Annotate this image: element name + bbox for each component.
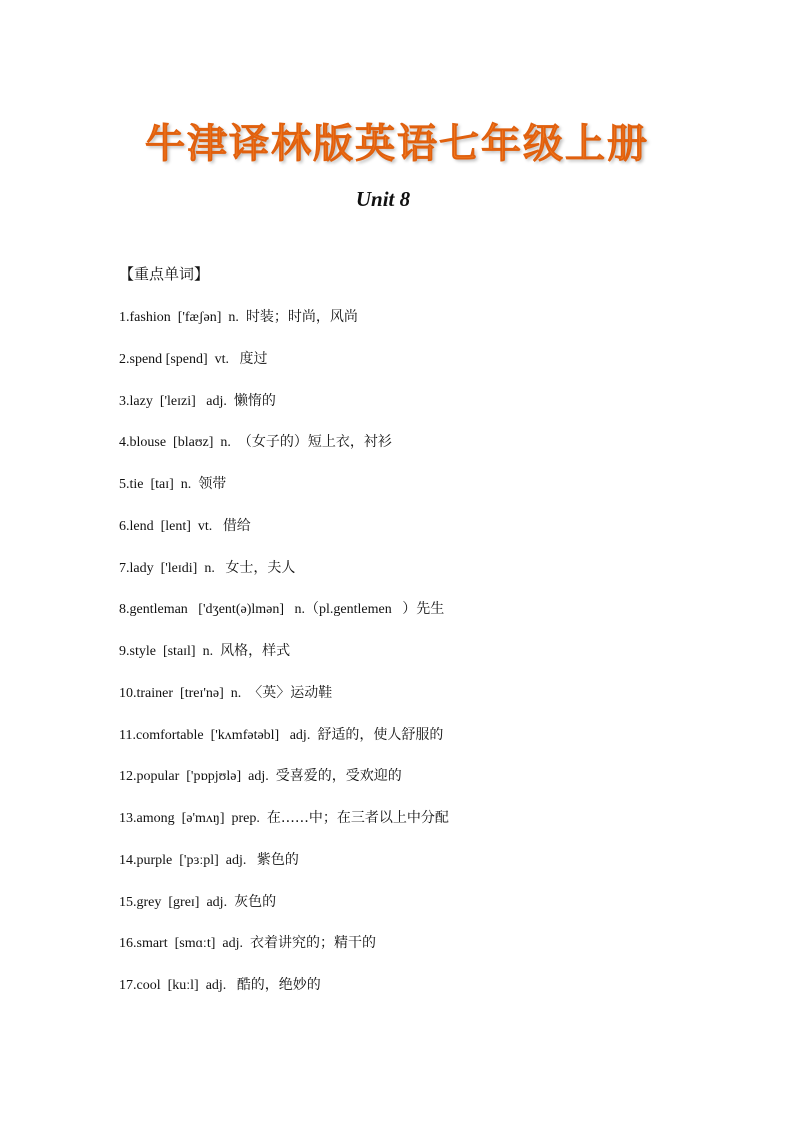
vocabulary-item <box>119 932 449 974</box>
word-meaning: 在……中；在三者以上中分配 <box>266 810 449 826</box>
section-heading: 【重点单词】 <box>119 265 210 283</box>
document-title: 牛津译林版英语七年级上册 <box>145 121 649 167</box>
word-entry: 6.lend [lent] vt. <box>119 518 223 534</box>
vocabulary-item <box>119 640 449 682</box>
vocabulary-item <box>119 765 449 807</box>
vocabulary-list <box>119 306 449 1016</box>
vocabulary-item <box>119 431 449 473</box>
word-entry: 1.fashion ['fæʃən] n. <box>119 310 246 325</box>
unit-heading: Unit 8 <box>355 187 411 211</box>
word-meaning: 女士，夫人 <box>225 559 296 576</box>
vocabulary-item <box>119 348 449 390</box>
word-entry: 4.blouse [blaʊz] n. <box>119 435 238 451</box>
word-meaning-tail: ）先生 <box>402 601 445 618</box>
word-meaning: 借给 <box>222 517 251 534</box>
word-meaning: 时装；时尚，风尚 <box>245 309 358 325</box>
word-meaning: （女子的）短上衣，衬衫 <box>237 434 392 451</box>
word-meaning: 酷的，绝妙的 <box>236 977 321 993</box>
vocabulary-item <box>119 807 449 849</box>
word-meaning: 度过 <box>239 350 268 367</box>
vocabulary-item <box>119 557 449 599</box>
word-entry: 9.style [staɪl] n. <box>119 644 221 659</box>
vocabulary-item <box>119 682 449 724</box>
word-entry: 11.comfortable ['kʌmfətəbl] adj. <box>119 727 318 743</box>
word-meaning: 懒惰的 <box>233 392 276 409</box>
word-meaning: 〈英〉运动鞋 <box>248 684 333 701</box>
vocabulary-item <box>119 390 449 432</box>
vocabulary-item <box>119 724 449 766</box>
word-meaning: 领带 <box>198 476 227 492</box>
vocabulary-item <box>119 515 449 557</box>
word-entry: 8.gentleman ['dʒent(ə)lmən] n. <box>119 602 306 618</box>
word-entry: 10.trainer [treɪ'nə] n. <box>119 685 249 701</box>
vocabulary-item <box>119 974 449 1016</box>
word-entry: 2.spend [spend] vt. <box>119 351 240 367</box>
word-meaning: （ <box>305 601 320 618</box>
word-entry: 17.cool [kuːl] adj. <box>119 978 237 993</box>
word-entry: 12.popular ['pɒpjʊlə] adj. <box>119 769 276 785</box>
word-entry: 13.among [ə'mʌŋ] prep. <box>119 811 267 826</box>
word-entry: 15.grey [greɪ] adj. <box>119 894 235 910</box>
word-meaning: 风格，样式 <box>220 643 291 659</box>
vocabulary-item <box>119 598 449 640</box>
vocabulary-item <box>119 306 449 348</box>
vocabulary-item <box>119 473 449 515</box>
word-entry: 5.tie [taɪ] n. <box>119 477 199 492</box>
word-meaning: 舒适的，使人舒服的 <box>317 726 444 743</box>
word-entry: 7.lady ['leɪdi] n. <box>119 560 226 576</box>
word-meaning: 紫色的 <box>256 851 299 868</box>
word-meaning: 衣着讲究的；精干的 <box>249 935 376 952</box>
word-meaning: 灰色的 <box>234 893 277 910</box>
word-meaning: 受喜爱的，受欢迎的 <box>275 768 402 785</box>
word-entry: 14.purple ['pɜːpl] adj. <box>119 852 257 868</box>
vocabulary-item <box>119 891 449 933</box>
word-entry: 3.lazy ['leɪzi] adj. <box>119 393 234 409</box>
word-plural: pl.gentlemen <box>319 602 403 618</box>
vocabulary-item <box>119 849 449 891</box>
word-entry: 16.smart [smɑːt] adj. <box>119 936 250 952</box>
